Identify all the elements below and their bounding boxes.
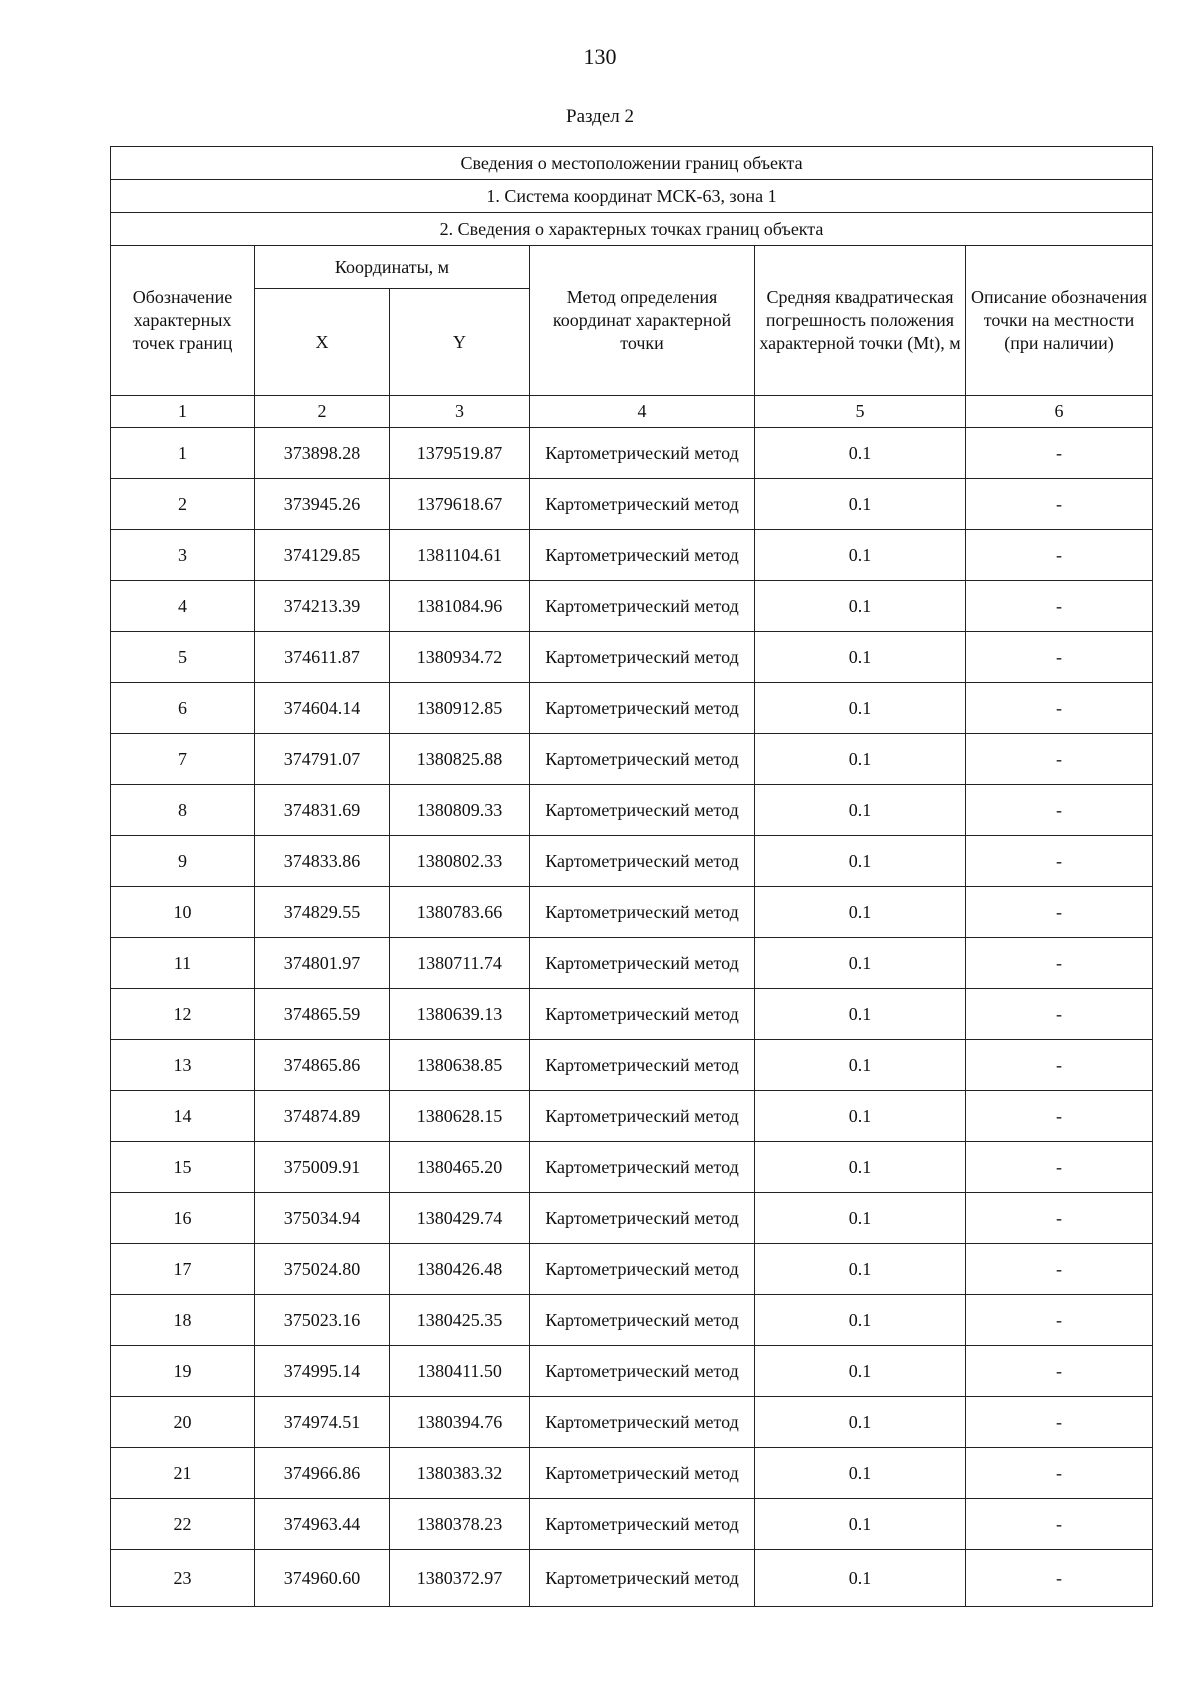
table-row — [111, 1499, 1153, 1550]
description-cell: - — [966, 1040, 1153, 1091]
method-cell: Картометрический метод — [530, 1193, 755, 1244]
x-coordinate: 374829.55 — [255, 887, 390, 938]
description-cell: - — [966, 1499, 1153, 1550]
method-cell: Картометрический метод — [530, 683, 755, 734]
point-number: 18 — [111, 1295, 255, 1346]
mt-value: 0.1 — [755, 1244, 966, 1295]
table-row — [111, 989, 1153, 1040]
y-coordinate: 1381104.61 — [390, 530, 530, 581]
x-coordinate: 375024.80 — [255, 1244, 390, 1295]
method-cell: Картометрический метод — [530, 530, 755, 581]
x-coordinate: 374960.60 — [255, 1550, 390, 1607]
x-coordinate: 375023.16 — [255, 1295, 390, 1346]
points-title: 2. Сведения о характерных точках границ объекта — [111, 213, 1153, 246]
table-row — [111, 734, 1153, 785]
description-cell: - — [966, 530, 1153, 581]
mt-value: 0.1 — [755, 1346, 966, 1397]
mt-value: 0.1 — [755, 479, 966, 530]
y-coordinate: 1381084.96 — [390, 581, 530, 632]
description-cell: - — [966, 887, 1153, 938]
method-cell: Картометрический метод — [530, 1295, 755, 1346]
x-coordinate: 374213.39 — [255, 581, 390, 632]
description-cell: - — [966, 938, 1153, 989]
mt-value: 0.1 — [755, 836, 966, 887]
point-number: 21 — [111, 1448, 255, 1499]
description-cell: - — [966, 428, 1153, 479]
method-cell: Картометрический метод — [530, 1142, 755, 1193]
mt-value: 0.1 — [755, 1091, 966, 1142]
method-cell: Картометрический метод — [530, 479, 755, 530]
table-title: Сведения о местоположении границ объекта — [111, 147, 1153, 180]
method-cell: Картометрический метод — [530, 581, 755, 632]
y-coordinate: 1380711.74 — [390, 938, 530, 989]
y-coordinate: 1379519.87 — [390, 428, 530, 479]
description-cell: - — [966, 1193, 1153, 1244]
point-number: 19 — [111, 1346, 255, 1397]
mt-value: 0.1 — [755, 1550, 966, 1607]
mt-value: 0.1 — [755, 632, 966, 683]
mt-value: 0.1 — [755, 428, 966, 479]
mt-value: 0.1 — [755, 581, 966, 632]
point-number: 4 — [111, 581, 255, 632]
x-coordinate: 374995.14 — [255, 1346, 390, 1397]
method-cell: Картометрический метод — [530, 734, 755, 785]
column-number: 1 — [111, 396, 255, 428]
x-coordinate: 374865.86 — [255, 1040, 390, 1091]
x-coordinate: 374791.07 — [255, 734, 390, 785]
table-row — [111, 1091, 1153, 1142]
y-coordinate: 1380426.48 — [390, 1244, 530, 1295]
x-coordinate: 374801.97 — [255, 938, 390, 989]
method-cell: Картометрический метод — [530, 1499, 755, 1550]
column-number-row — [111, 396, 1153, 428]
y-coordinate: 1380628.15 — [390, 1091, 530, 1142]
method-cell: Картометрический метод — [530, 1346, 755, 1397]
description-cell: - — [966, 1142, 1153, 1193]
description-cell: - — [966, 683, 1153, 734]
table-row — [111, 938, 1153, 989]
description-cell: - — [966, 1346, 1153, 1397]
description-cell: - — [966, 1244, 1153, 1295]
point-number: 16 — [111, 1193, 255, 1244]
y-coordinate: 1380465.20 — [390, 1142, 530, 1193]
point-number: 10 — [111, 887, 255, 938]
header-y: Y — [390, 289, 530, 396]
table-row — [111, 1142, 1153, 1193]
header-designation: Обозначение характерных точек границ — [111, 246, 255, 396]
method-cell: Картометрический метод — [530, 1448, 755, 1499]
table-row — [111, 683, 1153, 734]
point-number: 2 — [111, 479, 255, 530]
method-cell: Картометрический метод — [530, 1397, 755, 1448]
description-cell: - — [966, 632, 1153, 683]
method-cell: Картометрический метод — [530, 1040, 755, 1091]
y-coordinate: 1380825.88 — [390, 734, 530, 785]
point-number: 20 — [111, 1397, 255, 1448]
header-x: X — [255, 289, 390, 396]
table-row — [111, 1244, 1153, 1295]
method-cell: Картометрический метод — [530, 785, 755, 836]
point-number: 5 — [111, 632, 255, 683]
point-number: 14 — [111, 1091, 255, 1142]
table-row — [111, 1397, 1153, 1448]
mt-value: 0.1 — [755, 1040, 966, 1091]
x-coordinate: 374865.59 — [255, 989, 390, 1040]
mt-value: 0.1 — [755, 1499, 966, 1550]
table-row — [111, 1550, 1153, 1607]
table-row — [111, 479, 1153, 530]
description-cell: - — [966, 581, 1153, 632]
y-coordinate: 1380912.85 — [390, 683, 530, 734]
description-cell: - — [966, 1448, 1153, 1499]
method-cell: Картометрический метод — [530, 428, 755, 479]
mt-value: 0.1 — [755, 1448, 966, 1499]
table-row — [111, 1448, 1153, 1499]
method-cell: Картометрический метод — [530, 989, 755, 1040]
section-title: Раздел 2 — [566, 106, 634, 127]
header-description: Описание обозначения точки на местности (при наличии) — [966, 246, 1153, 396]
mt-value: 0.1 — [755, 683, 966, 734]
y-coordinate: 1380802.33 — [390, 836, 530, 887]
mt-value: 0.1 — [755, 1142, 966, 1193]
x-coordinate: 374966.86 — [255, 1448, 390, 1499]
mt-value: 0.1 — [755, 989, 966, 1040]
y-coordinate: 1380638.85 — [390, 1040, 530, 1091]
y-coordinate: 1380383.32 — [390, 1448, 530, 1499]
mt-value: 0.1 — [755, 887, 966, 938]
header-error: Средняя квадратическая погрешность положения характерной точки (Mt), м — [755, 246, 966, 396]
mt-value: 0.1 — [755, 1397, 966, 1448]
y-coordinate: 1380411.50 — [390, 1346, 530, 1397]
x-coordinate: 373898.28 — [255, 428, 390, 479]
point-number: 7 — [111, 734, 255, 785]
column-number: 6 — [966, 396, 1153, 428]
description-cell: - — [966, 785, 1153, 836]
description-cell: - — [966, 1550, 1153, 1607]
mt-value: 0.1 — [755, 530, 966, 581]
description-cell: - — [966, 479, 1153, 530]
description-cell: - — [966, 1295, 1153, 1346]
table-row — [111, 785, 1153, 836]
point-number: 8 — [111, 785, 255, 836]
x-coordinate: 374604.14 — [255, 683, 390, 734]
method-cell: Картометрический метод — [530, 1550, 755, 1607]
description-cell: - — [966, 1397, 1153, 1448]
point-number: 12 — [111, 989, 255, 1040]
y-coordinate: 1380809.33 — [390, 785, 530, 836]
x-coordinate: 373945.26 — [255, 479, 390, 530]
x-coordinate: 375009.91 — [255, 1142, 390, 1193]
y-coordinate: 1380783.66 — [390, 887, 530, 938]
description-cell: - — [966, 734, 1153, 785]
table-row — [111, 428, 1153, 479]
column-number: 4 — [530, 396, 755, 428]
page-number: 130 — [583, 44, 617, 69]
point-number: 23 — [111, 1550, 255, 1607]
mt-value: 0.1 — [755, 785, 966, 836]
table-row — [111, 1040, 1153, 1091]
method-cell: Картометрический метод — [530, 1091, 755, 1142]
point-number: 3 — [111, 530, 255, 581]
table-row — [111, 1346, 1153, 1397]
mt-value: 0.1 — [755, 1193, 966, 1244]
header-method: Метод определения координат характерной точки — [530, 246, 755, 396]
method-cell: Картометрический метод — [530, 632, 755, 683]
coordinate-system: 1. Система координат МСК-63, зона 1 — [111, 180, 1153, 213]
table-row — [111, 581, 1153, 632]
point-number: 6 — [111, 683, 255, 734]
y-coordinate: 1380934.72 — [390, 632, 530, 683]
header-coordinates: Координаты, м — [255, 246, 530, 289]
y-coordinate: 1380425.35 — [390, 1295, 530, 1346]
y-coordinate: 1380639.13 — [390, 989, 530, 1040]
table-row — [111, 836, 1153, 887]
x-coordinate: 374831.69 — [255, 785, 390, 836]
column-number: 5 — [755, 396, 966, 428]
method-cell: Картометрический метод — [530, 1244, 755, 1295]
y-coordinate: 1380378.23 — [390, 1499, 530, 1550]
mt-value: 0.1 — [755, 938, 966, 989]
x-coordinate: 374963.44 — [255, 1499, 390, 1550]
point-number: 1 — [111, 428, 255, 479]
table-row — [111, 1295, 1153, 1346]
column-number: 2 — [255, 396, 390, 428]
table-row — [111, 887, 1153, 938]
point-number: 9 — [111, 836, 255, 887]
y-coordinate: 1380372.97 — [390, 1550, 530, 1607]
point-number: 22 — [111, 1499, 255, 1550]
y-coordinate: 1379618.67 — [390, 479, 530, 530]
x-coordinate: 374974.51 — [255, 1397, 390, 1448]
point-number: 13 — [111, 1040, 255, 1091]
y-coordinate: 1380394.76 — [390, 1397, 530, 1448]
point-number: 17 — [111, 1244, 255, 1295]
x-coordinate: 374874.89 — [255, 1091, 390, 1142]
method-cell: Картометрический метод — [530, 887, 755, 938]
description-cell: - — [966, 989, 1153, 1040]
x-coordinate: 374611.87 — [255, 632, 390, 683]
mt-value: 0.1 — [755, 734, 966, 785]
y-coordinate: 1380429.74 — [390, 1193, 530, 1244]
description-cell: - — [966, 1091, 1153, 1142]
x-coordinate: 374833.86 — [255, 836, 390, 887]
method-cell: Картометрический метод — [530, 836, 755, 887]
mt-value: 0.1 — [755, 1295, 966, 1346]
point-number: 15 — [111, 1142, 255, 1193]
column-number: 3 — [390, 396, 530, 428]
method-cell: Картометрический метод — [530, 938, 755, 989]
description-cell: - — [966, 836, 1153, 887]
points-body — [111, 428, 1153, 1607]
table-row — [111, 530, 1153, 581]
x-coordinate: 375034.94 — [255, 1193, 390, 1244]
x-coordinate: 374129.85 — [255, 530, 390, 581]
point-number: 11 — [111, 938, 255, 989]
boundary-points-table — [110, 146, 1153, 1607]
table-row — [111, 1193, 1153, 1244]
table-row — [111, 632, 1153, 683]
